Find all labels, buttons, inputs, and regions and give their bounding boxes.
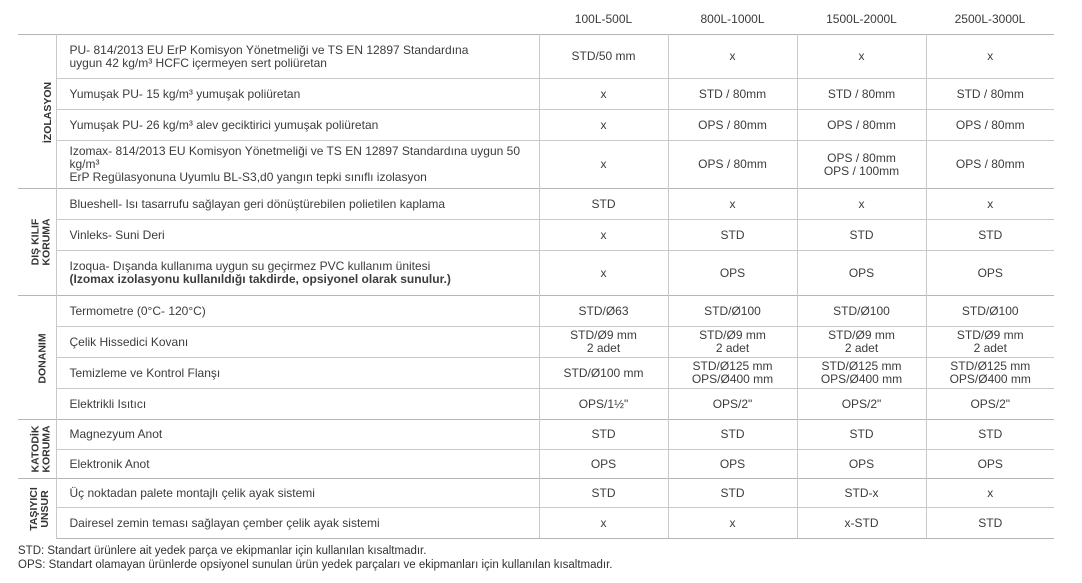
feature-line: Elektronik Anot	[69, 456, 150, 471]
value-cell	[797, 479, 926, 508]
value-cell	[539, 141, 668, 189]
feature-line: Izoqua- Dışanda kullanıma uygun su geçirmez PVC kullanım ünitesi	[69, 259, 431, 273]
group-label-text	[31, 425, 53, 472]
value-line: x	[600, 117, 607, 132]
value-line: OPS / 80mm	[955, 117, 1025, 132]
feature-cell	[56, 251, 539, 296]
value-cell	[668, 420, 797, 450]
group-label	[18, 189, 56, 296]
value-line: OPS	[719, 456, 746, 471]
group-label	[18, 296, 56, 420]
value-line: STD/Ø9 mm	[828, 328, 895, 342]
value-cell	[668, 110, 797, 141]
spec-table	[18, 4, 1054, 539]
value-cell	[926, 450, 1054, 479]
feature-line: Termometre (0°C- 120°C)	[69, 303, 206, 318]
table-row	[18, 479, 1054, 508]
value-line: STD/Ø125 mm	[950, 359, 1031, 373]
value-cell	[539, 79, 668, 110]
feature-cell	[56, 420, 539, 450]
value-cell	[539, 389, 668, 420]
value-line: STD	[720, 227, 745, 242]
table-row	[18, 110, 1054, 141]
group-label	[18, 35, 56, 189]
value-cell	[668, 389, 797, 420]
group-label-line: UNSUR	[38, 490, 51, 528]
group-label-line: KORUMA	[40, 218, 53, 266]
table-row	[18, 389, 1054, 420]
value-line: OPS	[848, 456, 875, 471]
feature-cell	[56, 389, 539, 420]
value-cell	[926, 189, 1054, 220]
value-line: STD/Ø125 mm	[821, 359, 902, 373]
value-cell	[668, 220, 797, 251]
column-header: 2500L-3000L	[954, 11, 1026, 26]
value-cell	[797, 79, 926, 110]
value-line: x	[858, 49, 865, 63]
value-cell	[797, 35, 926, 79]
group-label	[18, 479, 56, 539]
value-line: OPS / 80mm	[698, 157, 767, 171]
value-cell	[539, 220, 668, 251]
value-line: STD	[978, 515, 1003, 530]
feature-line: Izomax- 814/2013 EU Komisyon Yönetmeliği ve TS EN 12897 Standardına uygun 50 kg/m³	[69, 144, 520, 171]
value-line: OPS	[977, 456, 1003, 471]
feature-line: Yumuşak PU- 15 kg/m³ yumuşak poliüretan	[69, 86, 301, 101]
value-cell	[668, 327, 797, 358]
value-cell	[926, 358, 1054, 389]
value-line: x	[987, 485, 994, 500]
value-line: STD/Ø100	[833, 303, 890, 318]
value-line: OPS/2"	[970, 396, 1011, 411]
value-line: OPS/Ø400 mm	[820, 372, 903, 386]
value-line: x	[987, 196, 994, 211]
table-row	[18, 35, 1054, 79]
value-cell	[668, 508, 797, 539]
value-line: x-STD	[844, 515, 879, 530]
feature-line: Temizleme ve Kontrol Flanşı	[69, 365, 221, 380]
feature-cell	[56, 141, 539, 189]
value-line: STD	[849, 227, 874, 242]
value-line: OPS	[719, 265, 746, 280]
feature-line: PU- 814/2013 EU ErP Komisyon Yönetmeliği ve TS EN 12897 Standardına	[69, 42, 469, 57]
feature-cell	[56, 110, 539, 141]
value-line: x	[858, 196, 865, 211]
feature-line: Elektrikli Isıtıcı	[69, 396, 147, 411]
feature-cell	[56, 479, 539, 508]
feature-cell	[56, 450, 539, 479]
value-line: OPS / 80mm	[955, 157, 1025, 171]
feature-cell	[56, 79, 539, 110]
header-row	[18, 4, 1054, 35]
value-cell	[668, 479, 797, 508]
value-cell	[797, 189, 926, 220]
value-cell	[539, 358, 668, 389]
footnote-ops: OPS: Standart olamayan ürünlerde opsiyonel sunulan ürün yedek parçaları ve ekipmanları için kullanılan kısaltmadır.	[18, 559, 613, 571]
value-line: x	[729, 49, 736, 63]
feature-cell	[56, 327, 539, 358]
value-line: 2 adet	[844, 341, 879, 355]
value-cell	[539, 450, 668, 479]
feature-line: uygun 42 kg/m³ HCFC içermeyen sert poliüretan	[69, 55, 327, 70]
value-line: OPS / 80mm	[827, 117, 896, 132]
group-label	[18, 420, 56, 479]
value-line: x	[600, 86, 607, 101]
value-cell	[668, 251, 797, 296]
value-line: OPS/Ø400 mm	[691, 372, 774, 386]
value-line: x	[987, 49, 994, 63]
value-cell	[539, 327, 668, 358]
value-line: x	[729, 515, 736, 530]
group-label-line: DIŞ KILIF	[29, 218, 42, 266]
value-line: STD/Ø9 mm	[570, 328, 637, 342]
feature-cell	[56, 35, 539, 79]
table-row	[18, 327, 1054, 358]
value-line: STD / 80mm	[698, 86, 767, 101]
value-line: STD/Ø9 mm	[956, 328, 1024, 342]
table-row	[18, 251, 1054, 296]
header-empty	[18, 4, 56, 35]
value-line: STD/Ø100	[704, 303, 761, 318]
footnotes	[18, 544, 613, 572]
value-line: 2 adet	[586, 341, 621, 355]
feature-line: (Izomax izolasyonu kullanıldığı takdirde, opsiyonel olarak sunulur.)	[69, 272, 451, 286]
value-cell	[797, 508, 926, 539]
value-line: STD/Ø100 mm	[563, 365, 644, 380]
value-cell	[926, 110, 1054, 141]
value-line: STD	[849, 427, 874, 441]
table-row	[18, 189, 1054, 220]
value-cell	[668, 35, 797, 79]
value-line: x	[729, 196, 736, 211]
feature-line: Vinleks- Suni Deri	[69, 227, 165, 242]
value-line: STD/Ø100	[961, 303, 1019, 318]
value-line: STD/50 mm	[571, 49, 636, 63]
group-label-line: KATODİK	[29, 425, 42, 473]
group-label-line: DONANIM	[36, 333, 49, 384]
feature-line: Blueshell- Isı tasarrufu sağlayan geri dönüştürebilen polietilen kaplama	[69, 196, 446, 211]
footnote-std: STD: Standart ürünlere ait yedek parça ve ekipmanlar için kullanılan kısaltmadır.	[18, 545, 427, 557]
value-cell	[539, 35, 668, 79]
value-line: STD	[591, 485, 616, 500]
value-line: x	[600, 157, 607, 171]
value-cell	[926, 508, 1054, 539]
value-cell	[797, 327, 926, 358]
table-row	[18, 450, 1054, 479]
value-cell	[926, 389, 1054, 420]
value-cell	[926, 220, 1054, 251]
feature-cell	[56, 189, 539, 220]
value-cell	[926, 479, 1054, 508]
value-line: x	[600, 227, 607, 242]
value-cell	[539, 508, 668, 539]
column-header: 1500L-2000L	[826, 11, 897, 26]
value-line: STD	[591, 427, 616, 441]
value-line: OPS	[848, 265, 875, 280]
feature-line: Dairesel zemin teması sağlayan çember çelik ayak sistemi	[69, 515, 380, 530]
value-cell	[539, 296, 668, 327]
group-label-text	[31, 218, 53, 265]
value-line: x	[600, 515, 607, 530]
feature-cell	[56, 220, 539, 251]
value-cell	[797, 141, 926, 189]
value-cell	[539, 479, 668, 508]
value-line: STD	[591, 196, 616, 211]
value-cell	[797, 389, 926, 420]
table-row	[18, 296, 1054, 327]
value-cell	[926, 296, 1054, 327]
group-label-line: TAŞIYICI	[27, 486, 40, 531]
value-cell	[926, 420, 1054, 450]
value-cell	[668, 141, 797, 189]
value-line: STD/Ø63	[578, 303, 629, 318]
feature-line: Magnezyum Anot	[69, 427, 163, 441]
value-line: STD	[978, 227, 1003, 242]
value-line: STD	[720, 427, 745, 441]
value-line: STD	[720, 485, 745, 500]
value-cell	[797, 110, 926, 141]
group-label-line: KORUMA	[40, 425, 53, 473]
value-line: STD-x	[844, 485, 879, 500]
feature-line: Çelik Hissedici Kovanı	[69, 334, 189, 349]
value-line: OPS/1½"	[578, 396, 629, 411]
group-label-text	[29, 487, 51, 531]
value-line: OPS / 100mm	[823, 163, 900, 178]
value-line: 2 adet	[973, 341, 1007, 355]
value-cell	[539, 420, 668, 450]
value-cell	[539, 251, 668, 296]
value-cell	[668, 296, 797, 327]
table-row	[18, 220, 1054, 251]
column-header: 800L-1000L	[700, 11, 765, 26]
value-line: STD/Ø9 mm	[699, 328, 766, 342]
value-cell	[926, 35, 1054, 79]
value-cell	[926, 79, 1054, 110]
group-label-text	[43, 82, 54, 143]
value-line: STD / 80mm	[956, 86, 1024, 101]
feature-line: Yumuşak PU- 26 kg/m³ alev geciktirici yumuşak poliüretan	[69, 117, 379, 132]
value-cell	[926, 141, 1054, 189]
value-cell	[668, 79, 797, 110]
feature-cell	[56, 358, 539, 389]
value-cell	[797, 358, 926, 389]
table-row	[18, 141, 1054, 189]
header-feature	[56, 4, 539, 35]
value-cell	[797, 220, 926, 251]
value-cell	[668, 450, 797, 479]
value-cell	[668, 189, 797, 220]
value-cell	[797, 296, 926, 327]
feature-line: ErP Regülasyonuna Uyumlu BL-S3,d0 yangın tepki sınıflı izolasyon	[69, 170, 427, 184]
value-line: OPS	[590, 456, 617, 471]
group-label-text	[38, 333, 49, 383]
value-cell	[539, 110, 668, 141]
value-cell	[926, 327, 1054, 358]
value-line: OPS/Ø400 mm	[949, 372, 1031, 386]
feature-line: Üç noktadan palete montajlı çelik ayak sistemi	[69, 485, 315, 500]
feature-cell	[56, 296, 539, 327]
value-line: 2 adet	[715, 341, 750, 355]
value-cell	[797, 450, 926, 479]
group-label-line: İZOLASYON	[42, 81, 55, 144]
value-line: OPS/2"	[712, 396, 753, 411]
column-header: 100L-500L	[574, 11, 633, 26]
value-line: STD / 80mm	[827, 86, 896, 101]
feature-cell	[56, 508, 539, 539]
value-line: STD	[978, 427, 1003, 441]
table-row	[18, 420, 1054, 450]
value-line: OPS	[977, 265, 1003, 280]
value-cell	[797, 420, 926, 450]
value-cell	[797, 251, 926, 296]
value-line: OPS/2"	[841, 396, 882, 411]
table-row	[18, 79, 1054, 110]
value-line: OPS / 80mm	[698, 117, 767, 132]
value-cell	[539, 189, 668, 220]
value-cell	[668, 358, 797, 389]
value-line: x	[600, 265, 607, 280]
table-row	[18, 358, 1054, 389]
value-cell	[926, 251, 1054, 296]
value-line: STD/Ø125 mm	[692, 359, 773, 373]
table-row	[18, 508, 1054, 539]
value-line: OPS / 80mm	[827, 150, 896, 165]
